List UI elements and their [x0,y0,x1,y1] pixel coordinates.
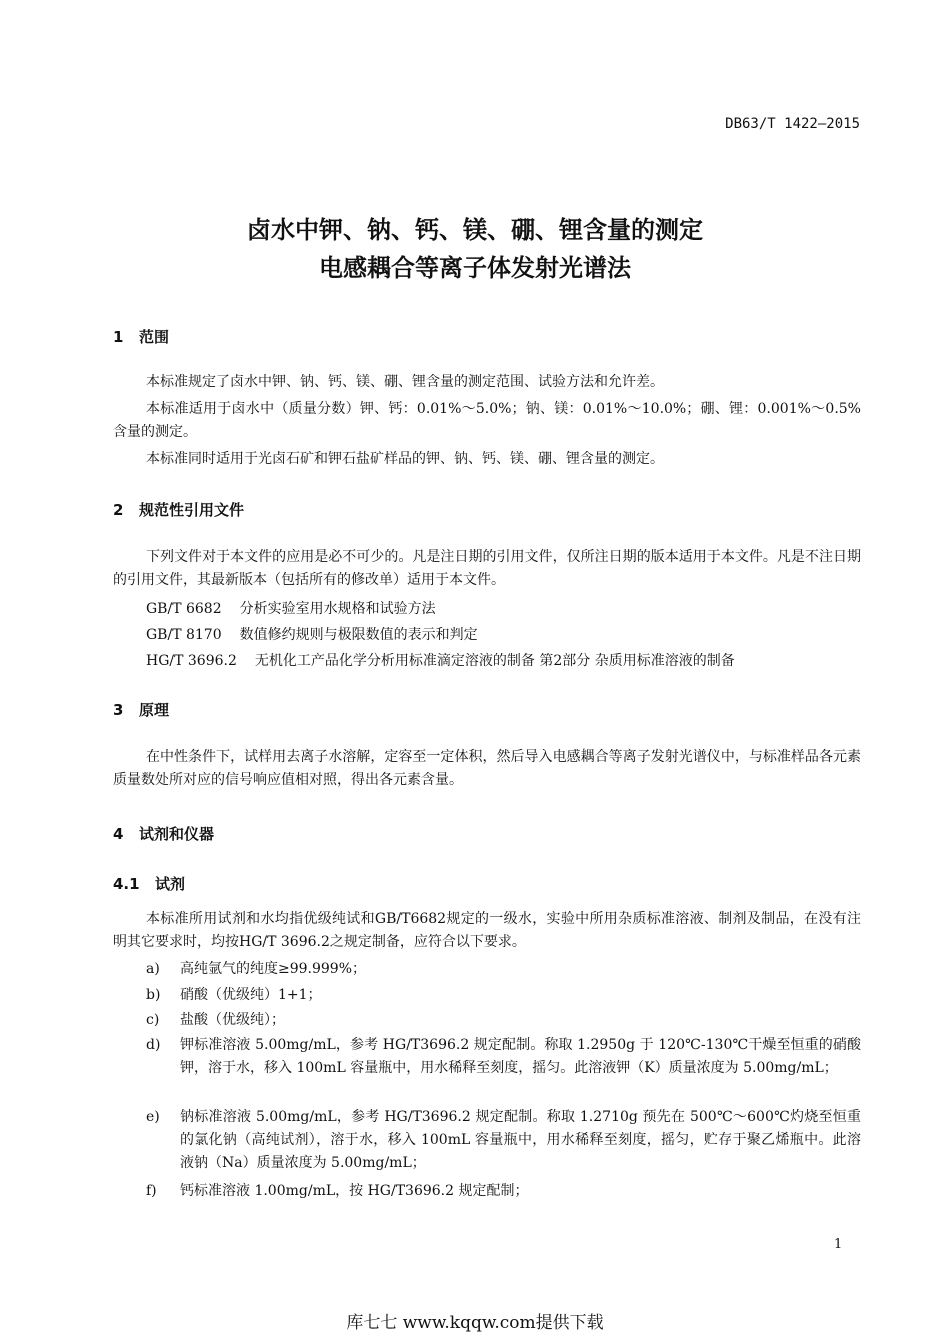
section-1-heading [113,326,169,347]
item-label: d) [146,1037,161,1053]
item-text: 硝酸（优级纯）1+1； [180,987,322,1003]
item-label: e) [146,1109,160,1125]
reagent-item [146,958,861,981]
subsection-title: 试剂 [155,875,186,893]
paragraph: 本标准规定了卤水中钾、钠、钙、镁、硼、锂含量的测定范围、试验方法和允许差。 [146,374,664,390]
reference-code: GB/T 6682 [146,601,222,617]
section-2-heading [113,499,244,520]
paragraph: 下列文件对于本文件的应用是必不可少的。凡是注日期的引用文件，仅所注日期的版本适用于本文件。凡是不注日期的引用文件，其最新版本（包括所有的修改单）适用于本文件。 [113,549,861,588]
page-number: 1 [834,1237,843,1252]
item-text: 高纯氩气的纯度≥99.999%； [180,961,367,977]
reference-code: GB/T 8170 [146,627,222,643]
section-title: 范围 [139,328,170,346]
section-3-heading [113,699,169,720]
reference-item [146,624,478,644]
subsection-4-1-heading [113,873,185,894]
item-text: 钾标准溶液 5.00mg/mL，参考 HG/T3696.2 规定配制。称取 1.2950g 于 120℃-130℃干燥至恒重的硝酸钾，溶于水，移入 100mL 容量瓶中，用水稀释至刻度，摇匀。此溶液钾（K）质量浓度为 5.00mg/mL； [180,1037,861,1076]
footer-watermark: 库七七 www.kqqw.com提供下载 [346,1313,604,1333]
reagent-item [146,984,861,1007]
subsection-number: 4.1 [113,875,140,893]
section-number: 1 [113,328,124,346]
paragraph: 本标准所用试剂和水均指优级纯试和GB/T6682规定的一级水，实验中所用杂质标准溶液、制剂及制品，在没有注明其它要求时，均按HG/T 3696.2之规定制备，应符合以下要求。 [113,911,861,950]
reference-code: HG/T 3696.2 [146,653,237,669]
reference-title: 分析实验室用水规格和试验方法 [239,601,436,617]
title-line-1: 卤水中钾、钠、钙、镁、硼、锂含量的测定 [247,216,703,244]
reference-item [146,598,436,618]
item-label: b) [146,987,161,1003]
item-text: 盐酸（优级纯）； [180,1012,285,1028]
section-title: 规范性引用文件 [139,501,245,519]
section-4-heading [113,823,214,844]
item-text: 钙标准溶液 1.00mg/mL，按 HG/T3696.2 规定配制； [180,1183,529,1199]
section-number: 2 [113,501,124,519]
title-line-2: 电感耦合等离子体发射光谱法 [319,254,631,282]
reagent-item [146,1009,861,1032]
reagent-item [146,1034,861,1080]
paragraph: 本标准适用于卤水中（质量分数）钾、钙：0.01%～5.0%；钠、镁：0.01%～10.0%；硼、锂：0.001%～0.5%含量的测定。 [113,401,861,440]
section-title: 试剂和仪器 [139,825,215,843]
paragraph: 本标准同时适用于光卤石矿和钾石盐矿样品的钾、钠、钙、镁、硼、锂含量的测定。 [146,451,664,467]
reference-item [146,650,735,670]
item-text: 钠标准溶液 5.00mg/mL，参考 HG/T3696.2 规定配制。称取 1.2710g 预先在 500℃～600℃灼烧至恒重的氯化钠（高纯试剂），溶于水，移入 100mL 容量瓶中，用水稀释至刻度，摇匀，贮存于聚乙烯瓶中。此溶液钠（Na）质量浓度为 5.00mg/mL； [180,1109,861,1171]
reference-title: 无机化工产品化学分析用标准滴定溶液的制备 第2部分 杂质用标准溶液的制备 [254,653,735,669]
section-title: 原理 [139,701,170,719]
reagent-item [146,1180,861,1203]
item-label: a) [146,961,160,977]
section-number: 4 [113,825,124,843]
paragraph: 在中性条件下，试样用去离子水溶解，定容至一定体积，然后导入电感耦合等离子发射光谱仪中，与标准样品各元素质量数处所对应的信号响应值相对照，得出各元素含量。 [113,749,861,788]
document-code: DB63/T 1422—2015 [725,116,860,132]
section-number: 3 [113,701,124,719]
reagent-item [146,1106,861,1175]
item-label: c) [146,1012,160,1028]
reference-title: 数值修约规则与极限数值的表示和判定 [239,627,478,643]
item-label: f) [146,1183,157,1199]
